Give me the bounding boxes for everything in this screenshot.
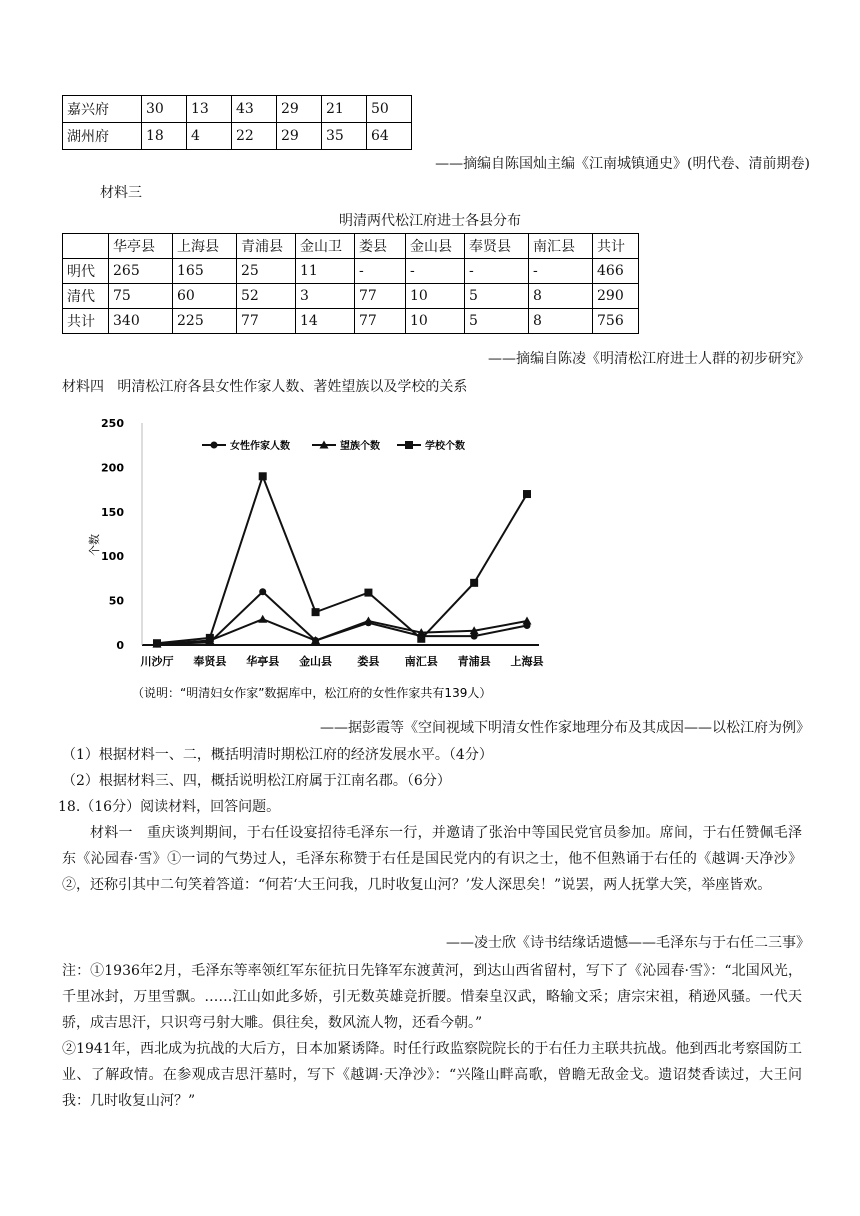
- table-cell: 25: [237, 259, 296, 284]
- table-cell: 756: [593, 309, 639, 334]
- table-row: [63, 96, 412, 123]
- material-heading: [62, 376, 467, 396]
- table-row: [63, 284, 639, 309]
- table-cell: 14: [296, 309, 355, 334]
- table-title: 明清两代松江府进士各县分布: [339, 213, 521, 229]
- table-cell: 290: [593, 284, 639, 309]
- table-cell: 5: [465, 284, 529, 309]
- question-1: （1）根据材料一、二，概括明清时期松江府的经济发展水平。（4分）: [62, 747, 493, 763]
- table-row: [63, 259, 639, 284]
- table-cell: 340: [109, 309, 173, 334]
- table-cell: 265: [109, 259, 173, 284]
- table-cell: 4: [187, 123, 232, 150]
- table-cell: 奉贤县: [465, 234, 529, 259]
- y-tick-label: 150: [101, 505, 124, 519]
- y-tick-label: 200: [101, 461, 124, 475]
- table-cell: 上海县: [173, 234, 237, 259]
- material-label: 材料四: [62, 379, 104, 395]
- data-point: [206, 634, 214, 642]
- table-cell: 湖州府: [63, 123, 142, 150]
- legend-marker: [405, 441, 413, 449]
- table-cell: -: [529, 259, 593, 284]
- data-point: [523, 617, 532, 625]
- data-point: [523, 490, 531, 498]
- source-citation: ——摘编自陈凌《明清松江府进士人群的初步研究》: [488, 351, 810, 367]
- line-chart: [62, 405, 582, 705]
- table-cell: 共计: [63, 309, 109, 334]
- data-point: [417, 635, 425, 643]
- data-point: [153, 639, 161, 647]
- data-point: [470, 579, 478, 587]
- table-cell: 50: [367, 96, 412, 123]
- data-point: [364, 617, 373, 625]
- y-tick-label: 50: [108, 594, 124, 608]
- y-tick-label: 250: [101, 417, 124, 430]
- table-cell: 466: [593, 259, 639, 284]
- x-tick-label: 青浦县: [457, 655, 491, 668]
- legend-label: 女性作家人数: [230, 441, 290, 452]
- top-table: [62, 95, 412, 150]
- legend-marker: [211, 442, 218, 449]
- table-cell: 青浦县: [237, 234, 296, 259]
- chart-note: （说明：“明清妇女作家”数据库中，松江府的女性作家共有139人）: [132, 686, 492, 700]
- data-point: [258, 615, 267, 623]
- table-cell: 29: [277, 96, 322, 123]
- table-cell: 明代: [63, 259, 109, 284]
- x-tick-label: 川沙厅: [140, 655, 174, 668]
- material-title: 明清松江府各县女性作家人数、著姓望族以及学校的关系: [117, 379, 468, 395]
- table-cell: 52: [237, 284, 296, 309]
- table-cell: 10: [406, 309, 465, 334]
- x-tick-label: 南汇县: [404, 655, 438, 668]
- x-tick-label: 娄县: [357, 655, 380, 668]
- table-cell: 18: [142, 123, 187, 150]
- footnote-1: 注：①1936年2月，毛泽东等率领红军东征抗日先锋军东渡黄河，到达山西省留村，写下了《沁园春·雪》：“北国风光，千里冰封，万里雪飘。……江山如此多娇，引无数英雄竞折腰。惜秦皇汉武，略输文采；唐宗宋祖，稍逊风骚。一代天骄，成吉思汗，只识弯弓射大雕。俱往矣，数风流人物，还看今朝。”: [62, 963, 802, 1031]
- table-cell: 3: [296, 284, 355, 309]
- table-cell: 11: [296, 259, 355, 284]
- table-cell: 60: [173, 284, 237, 309]
- table-cell: 娄县: [355, 234, 406, 259]
- table-row: [63, 309, 639, 334]
- table-row: [63, 123, 412, 150]
- source-citation: ——凌士欣《诗书结缘话遗憾——毛泽东与于右任二三事》: [446, 935, 810, 951]
- y-tick-label: 100: [101, 550, 124, 564]
- table-cell: 10: [406, 284, 465, 309]
- data-point: [312, 608, 320, 616]
- table-cell: 30: [142, 96, 187, 123]
- table-header-row: [63, 234, 639, 259]
- material-label: 材料三: [100, 185, 142, 201]
- table-cell: 8: [529, 284, 593, 309]
- x-tick-label: 金山县: [299, 655, 333, 668]
- table-cell: 77: [237, 309, 296, 334]
- y-axis-label: 个数: [88, 534, 101, 556]
- table-cell: 64: [367, 123, 412, 150]
- table-cell: 77: [355, 309, 406, 334]
- table-cell: [63, 234, 109, 259]
- material-paragraph: 材料一 重庆谈判期间，于右任设宴招待毛泽东一行，并邀请了张治中等国民党官员参加。席间，于右任赞佩毛泽东《沁园春·雪》①一词的气势过人，毛泽东称赞于右任是国民党内的有识之士，他不但熟诵于右任的《越调·天净沙》②，还称引其中二句笑着答道：“何若‘大王问我，几时收复山河？’发人深思矣！”说罢，两人抚掌大笑，举座皆欢。: [62, 825, 802, 893]
- table-cell: 35: [322, 123, 367, 150]
- table-cell: -: [406, 259, 465, 284]
- table-cell: 13: [187, 96, 232, 123]
- table-cell: 75: [109, 284, 173, 309]
- table-cell: 77: [355, 284, 406, 309]
- footnote-2: ②1941年，西北成为抗战的大后方，日本加紧诱降。时任行政监察院院长的于右任力主联共抗战。他到西北考察国防工业、了解政情。在参观成吉思汗墓时，写下《越调·天净沙》：“兴隆山畔高歌，曾瞻无敌金戈。遗诏焚香读过，大王问我：几时收复山河？”: [62, 1041, 802, 1109]
- series-line: [157, 476, 527, 643]
- table-cell: 清代: [63, 284, 109, 309]
- table-cell: 嘉兴府: [63, 96, 142, 123]
- data-point: [259, 588, 266, 595]
- table-cell: 165: [173, 259, 237, 284]
- table-cell: 金山县: [406, 234, 465, 259]
- table-cell: -: [355, 259, 406, 284]
- table-cell: 21: [322, 96, 367, 123]
- table-cell: 5: [465, 309, 529, 334]
- table-cell: 南汇县: [529, 234, 593, 259]
- source-citation: ——据彭霞等《空间视域下明清女性作家地理分布及其成因——以松江府为例》: [320, 720, 810, 736]
- jinshi-table: [62, 233, 639, 334]
- table-cell: 共计: [593, 234, 639, 259]
- table-cell: 43: [232, 96, 277, 123]
- x-tick-label: 奉贤县: [193, 655, 227, 668]
- table-cell: 金山卫: [296, 234, 355, 259]
- question-2: （2）根据材料三、四，概括说明松江府属于江南名郡。（6分）: [62, 773, 451, 789]
- data-point: [259, 472, 267, 480]
- question-heading: 18.（16分）阅读材料，回答问题。: [58, 799, 281, 815]
- source-citation: ——摘编自陈国灿主编《江南城镇通史》(明代卷、清前期卷): [435, 156, 810, 172]
- table-cell: 8: [529, 309, 593, 334]
- table-cell: 29: [277, 123, 322, 150]
- legend-label: 学校个数: [425, 441, 465, 452]
- y-tick-label: 0: [116, 639, 124, 652]
- table-cell: -: [465, 259, 529, 284]
- table-cell: 225: [173, 309, 237, 334]
- table-cell: 22: [232, 123, 277, 150]
- x-tick-label: 上海县: [510, 655, 544, 668]
- data-point: [364, 589, 372, 597]
- legend-label: 望族个数: [340, 441, 380, 452]
- table-cell: 华亭县: [109, 234, 173, 259]
- x-tick-label: 华亭县: [246, 655, 280, 668]
